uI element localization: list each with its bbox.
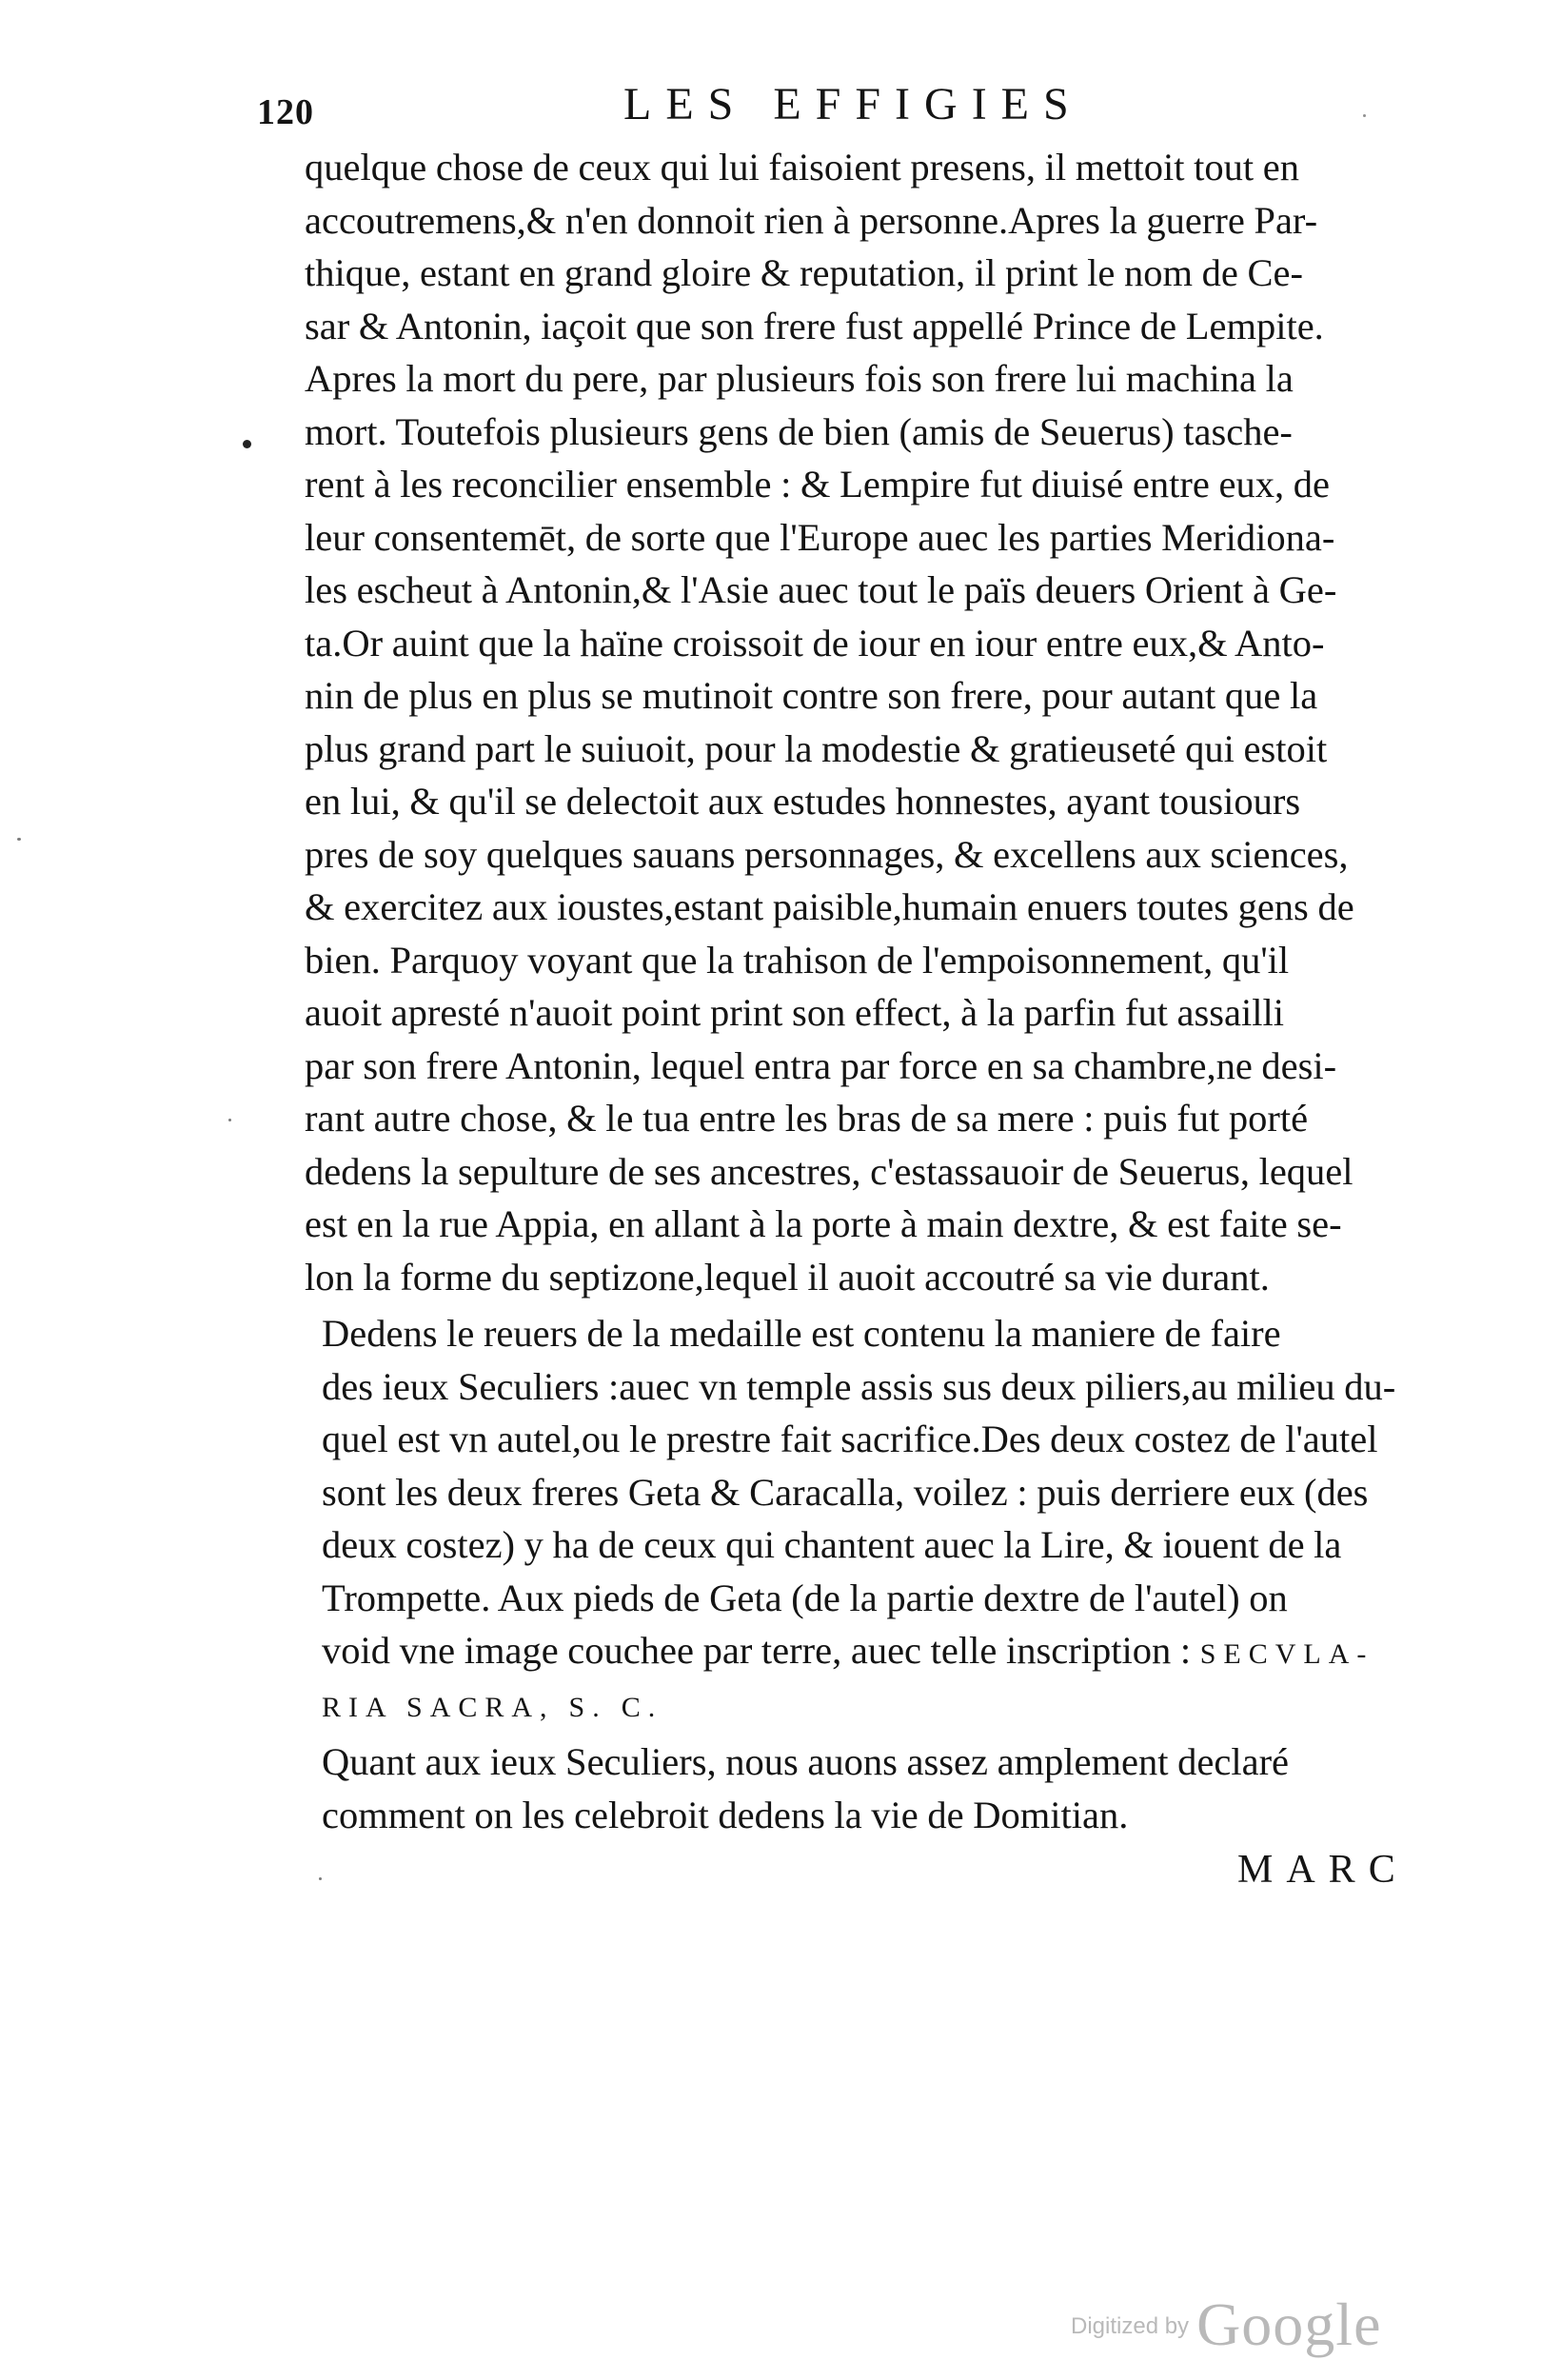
text-line: thique, estant en grand gloire & reputation, il print le nom de Ce- <box>305 251 1303 294</box>
watermark-prefix: Digitized by <box>1071 2313 1190 2339</box>
ink-speck <box>17 838 21 841</box>
text-line: quel est vn autel,ou le prestre fait sacrifice.Des deux costez de l'autel <box>322 1418 1378 1460</box>
google-logo: Google <box>1196 2291 1382 2358</box>
page-number: 120 <box>257 92 314 132</box>
text-line: est en la rue Appia, en allant à la porte à main dextre, & est faite se- <box>305 1202 1342 1245</box>
text-line: accoutremens,& n'en donnoit rien à personne.Apres la guerre Par- <box>305 198 1318 242</box>
text-line: rant autre chose, & le tua entre les bras de sa mere : puis fut porté <box>305 1097 1309 1140</box>
text-line: rent à les reconcilier ensemble : & Lempire fut diuisé entre eux, de <box>305 463 1330 506</box>
text-line: dedens la sepulture de ses ancestres, c'estassauoir de Seuerus, lequel <box>305 1149 1354 1193</box>
text-line: lon la forme du septizone,lequel il auoit accoutré sa vie durant. <box>305 1255 1270 1299</box>
text-line: Dedens le reuers de la medaille est contenu la maniere de faire <box>322 1312 1281 1355</box>
main-paragraph <box>305 141 1447 1303</box>
text-line: & exercitez aux ioustes,estant paisible,humain enuers toutes gens de <box>305 885 1354 928</box>
page-header <box>257 78 1447 145</box>
secular-games-paragraph <box>322 1735 1447 1841</box>
catchword: MARC <box>1237 1848 1409 1892</box>
text-line: des ieux Seculiers :auec vn temple assis sus deux piliers,au milieu du- <box>322 1364 1396 1408</box>
text-line: Trompette. Aux pieds de Geta (de la partie dextre de l'autel) on <box>322 1576 1288 1619</box>
text-line: quelque chose de ceux qui lui faisoient presens, il mettoit tout en <box>305 146 1299 188</box>
text-line: sont les deux freres Geta & Caracalla, voilez : puis derriere eux (des <box>322 1470 1369 1514</box>
text-line: en lui, & qu'il se delectoit aux estudes honnestes, ayant tousiours <box>305 780 1301 823</box>
inscription-line <box>322 1677 1447 1731</box>
medal-reverse-paragraph <box>322 1307 1447 1730</box>
text-line: pres de soy quelques sauans personnages, & excellens aux sciences, <box>305 832 1349 876</box>
inscription-caps-end: RIA SACRA, S. C. <box>322 1691 663 1723</box>
text-line: sar & Antonin, iaçoit que son frere fust appellé Prince de Lempite. <box>305 304 1324 347</box>
text-line: leur consentemēt, de sorte que l'Europe auec les parties Meridiona- <box>305 515 1335 559</box>
running-title: LES EFFIGIES <box>623 79 1083 129</box>
text-line: comment on les celebroit dedens la vie de Domitian. <box>322 1793 1129 1836</box>
text-line: deux costez) y ha de ceux qui chantent auec la Lire, & iouent de la <box>322 1523 1342 1566</box>
ink-speck <box>228 1119 231 1121</box>
text-line: Apres la mort du pere, par plusieurs fois son frere lui machina la <box>305 357 1294 400</box>
inscription-lead-text: void vne image couchee par terre, auec telle inscription : <box>322 1629 1192 1672</box>
text-line: mort. Toutefois plusieurs gens de bien (amis de Seuerus) tasche- <box>305 409 1293 453</box>
text-line: plus grand part le suiuoit, pour la modestie & gratieuseté qui estoit <box>305 726 1328 770</box>
inscription-caps-start: SECVLA- <box>1199 1638 1374 1670</box>
digitized-by-watermark <box>1071 2290 1381 2360</box>
text-line: les escheut à Antonin,& l'Asie auec tout le païs deuers Orient à Ge- <box>305 568 1337 611</box>
text-line: auoit apresté n'auoit point print son effect, à la parfin fut assailli <box>305 991 1284 1034</box>
text-line: nin de plus en plus se mutinoit contre son frere, pour autant que la <box>305 674 1318 717</box>
ink-speck <box>1363 114 1366 117</box>
text-line: ta.Or auint que la haïne croissoit de iour en iour entre eux,& Anto- <box>305 621 1325 664</box>
inscription-line <box>322 1624 1447 1677</box>
text-line: bien. Parquoy voyant que la trahison de l'empoisonnement, qu'il <box>305 938 1290 982</box>
ink-speck <box>319 1877 322 1880</box>
text-line: Quant aux ieux Seculiers, nous auons assez amplement declaré <box>322 1740 1290 1783</box>
ink-speck <box>243 440 251 448</box>
text-line: par son frere Antonin, lequel entra par force en sa chambre,ne desi- <box>305 1043 1337 1087</box>
